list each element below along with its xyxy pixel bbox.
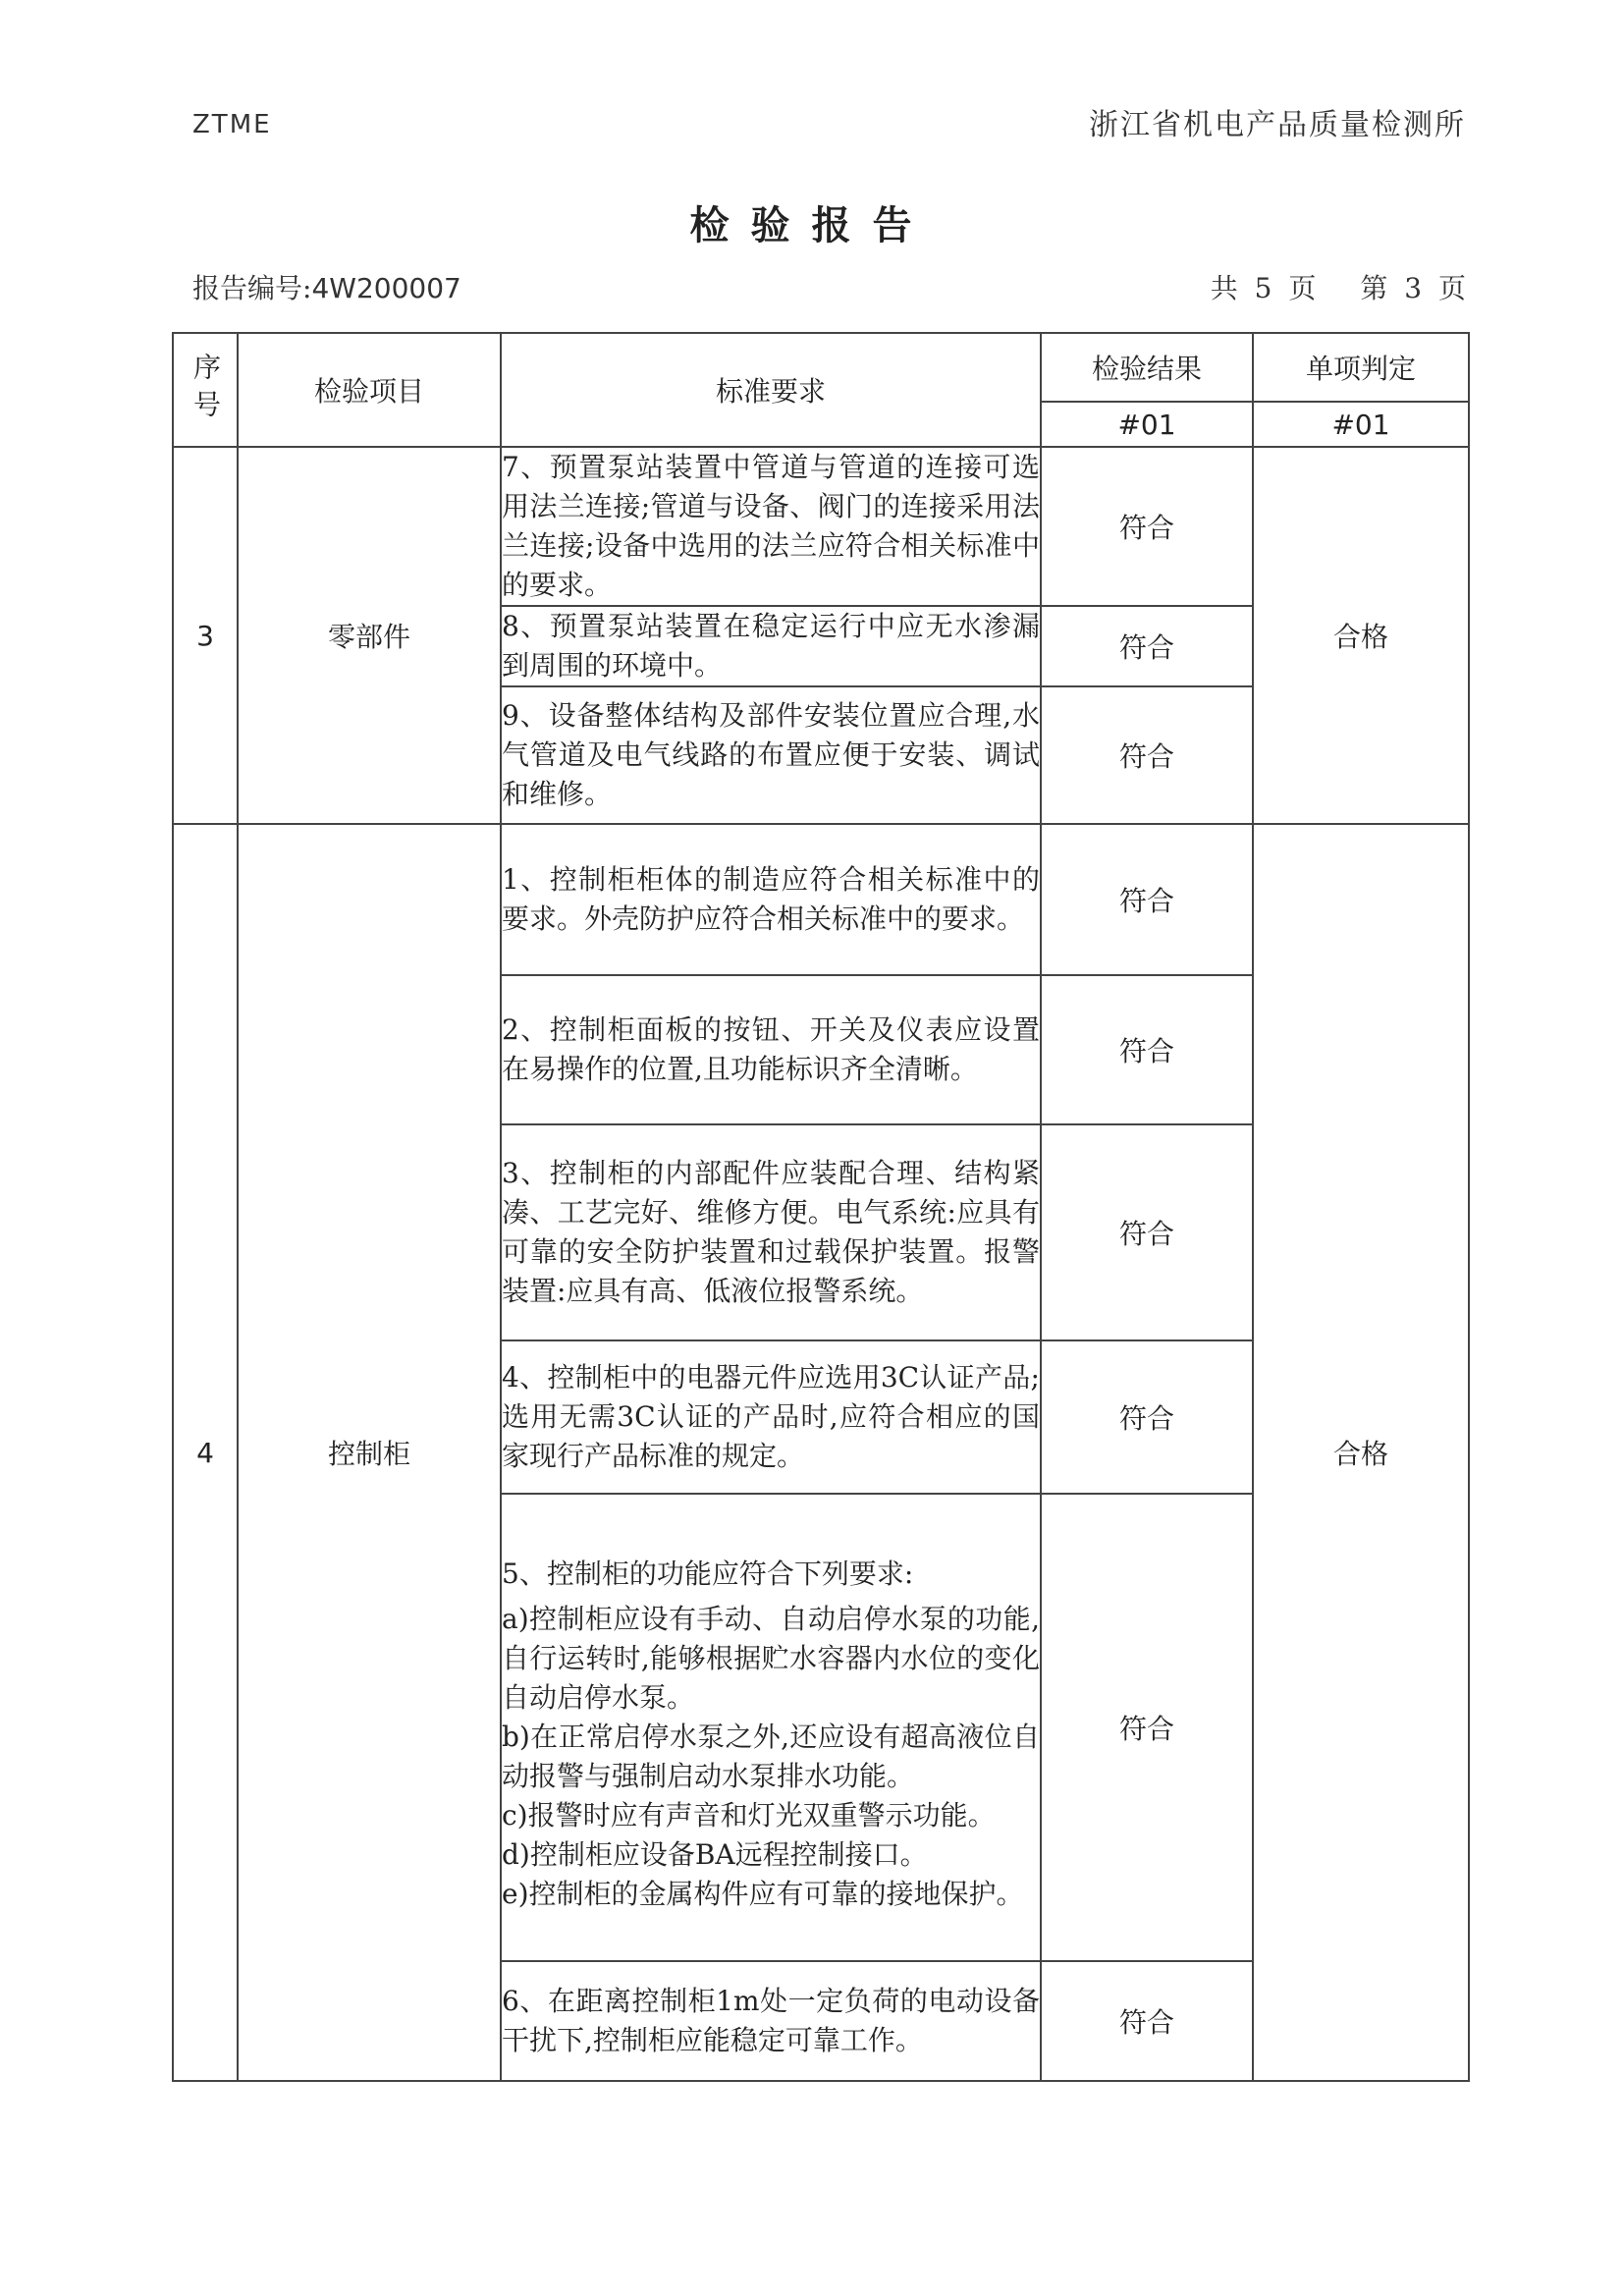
cell-result: 符合: [1041, 606, 1253, 686]
cell-requirement: [501, 447, 1041, 606]
page-current: 3: [1404, 272, 1423, 304]
requirement-text: d)控制柜应设备BA远程控制接口。: [502, 1838, 928, 1871]
cell-requirement: [501, 606, 1041, 686]
pages-total: 5: [1254, 272, 1272, 304]
requirement-text: c)报警时应有声音和灯光双重警示功能。: [502, 1799, 996, 1831]
cell-requirement: [501, 1494, 1041, 1961]
requirement-text: 8、预置泵站装置在稳定运行中应无水渗漏到周围的环境中。: [502, 610, 1040, 682]
col-header-judgement: 单项判定: [1253, 333, 1469, 402]
requirement-text: 1、控制柜柜体的制造应符合相关标准中的要求。外壳防护应符合相关标准中的要求。: [502, 863, 1040, 935]
inspection-table: [172, 332, 1470, 2082]
col-header-seq: 序号: [173, 333, 238, 447]
requirement-text: 4、控制柜中的电器元件应选用3C认证产品;选用无需3C认证的产品时,应符合相应的国家现行产品标准的规定。: [502, 1361, 1040, 1472]
requirement-text: 2、控制柜面板的按钮、开关及仪表应设置在易操作的位置,且功能标识齐全清晰。: [502, 1013, 1040, 1085]
cell-result: 符合: [1041, 975, 1253, 1124]
page-current-prefix: 第: [1360, 272, 1388, 304]
cell-seq: 4: [173, 824, 238, 2081]
table-row: [173, 824, 1469, 975]
cell-seq: 3: [173, 447, 238, 824]
cell-item: 控制柜: [238, 824, 501, 2081]
cell-requirement: [501, 975, 1041, 1124]
table-row: [173, 447, 1469, 606]
page-indicator: [1203, 267, 1466, 306]
cell-judgement: 合格: [1253, 824, 1469, 2081]
page-title: 检验报告: [689, 202, 934, 248]
cell-result: 符合: [1041, 447, 1253, 606]
cell-result: 符合: [1041, 1961, 1253, 2081]
cell-requirement: [501, 686, 1041, 824]
cell-judgement: 合格: [1253, 447, 1469, 824]
cell-result: 符合: [1041, 686, 1253, 824]
table-body: [173, 447, 1469, 2081]
cell-requirement: [501, 1961, 1041, 2081]
requirement-text: 7、预置泵站装置中管道与管道的连接可选用法兰连接;管道与设备、阀门的连接采用法兰连接;设备中选用的法兰应符合相关标准中的要求。: [502, 451, 1040, 601]
cell-item: 零部件: [238, 447, 501, 824]
requirement-text: a)控制柜应设有手动、自动启停水泵的功能,自行运转时,能够根据贮水容器内水位的变化自动启停水泵。: [502, 1603, 1040, 1714]
cell-requirement: [501, 1340, 1041, 1494]
col-header-result: 检验结果: [1041, 333, 1253, 402]
requirement-text: 5、控制柜的功能应符合下列要求:: [502, 1558, 914, 1590]
col-header-requirement: 标准要求: [501, 333, 1041, 447]
report-number: [192, 267, 461, 306]
report-number-value: 4W200007: [311, 272, 461, 304]
cell-result: 符合: [1041, 1340, 1253, 1494]
cell-requirement: [501, 824, 1041, 975]
cell-result: 符合: [1041, 824, 1253, 975]
report-number-label: 报告编号:: [192, 272, 312, 304]
org-abbreviation: ZTME: [192, 110, 272, 139]
requirement-text: 6、在距离控制柜1m处一定负荷的电动设备干扰下,控制柜应能稳定可靠工作。: [502, 1985, 1040, 2056]
cell-requirement: [501, 1124, 1041, 1340]
col-header-item: 检验项目: [238, 333, 501, 447]
col-subheader-judgement-sample: #01: [1253, 402, 1469, 447]
cell-result: 符合: [1041, 1494, 1253, 1961]
page-current-suffix: 页: [1437, 272, 1466, 304]
org-name: 浙江省机电产品质量检测所: [1089, 108, 1466, 142]
requirement-text: e)控制柜的金属构件应有可靠的接地保护。: [502, 1878, 1024, 1910]
col-subheader-result-sample: #01: [1041, 402, 1253, 447]
requirement-text: 9、设备整体结构及部件安装位置应合理,水气管道及电气线路的布置应便于安装、调试和维修。: [502, 699, 1040, 810]
cell-result: 符合: [1041, 1124, 1253, 1340]
pages-total-suffix: 页: [1288, 272, 1317, 304]
pages-total-prefix: 共: [1210, 272, 1238, 304]
requirement-text: b)在正常启停水泵之外,还应设有超高液位自动报警与强制启动水泵排水功能。: [502, 1721, 1040, 1792]
requirement-text: 3、控制柜的内部配件应装配合理、结构紧凑、工艺完好、维修方便。电气系统:应具有可靠的安全防护装置和过载保护装置。报警装置:应具有高、低液位报警系统。: [502, 1157, 1040, 1307]
